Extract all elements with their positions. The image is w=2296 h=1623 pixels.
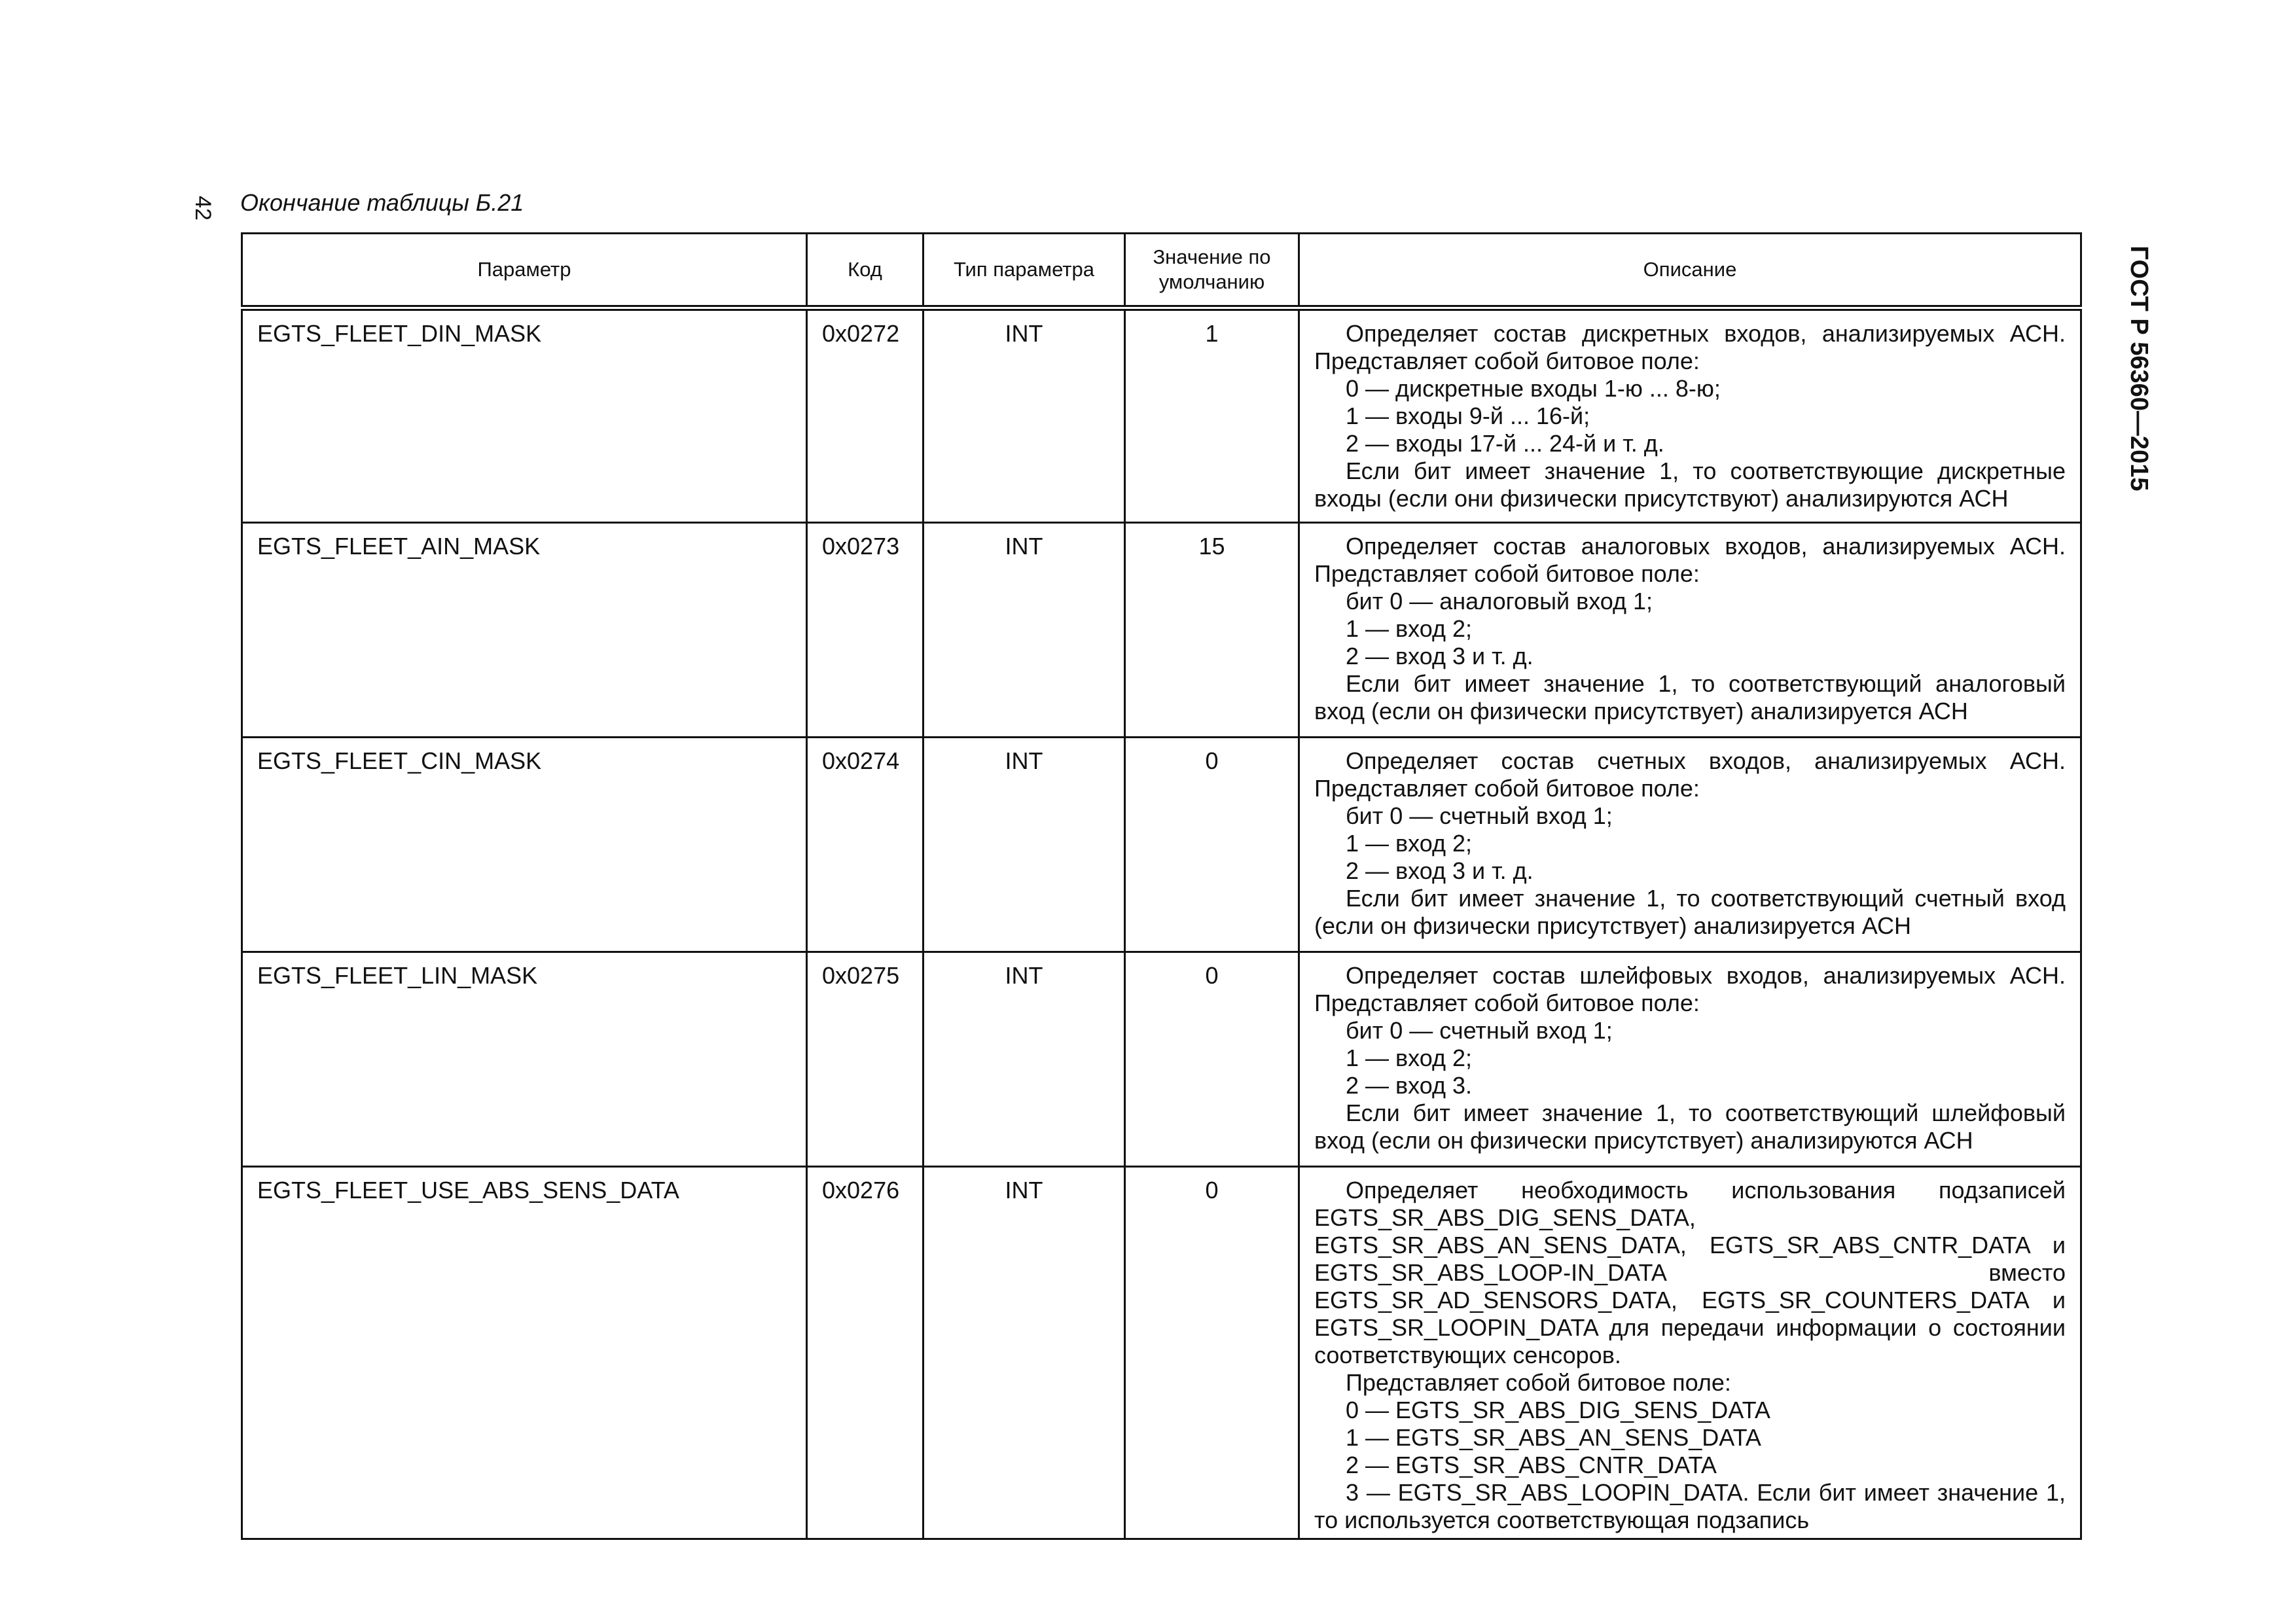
header-type: Тип параметра (924, 234, 1125, 308)
description-lead: Определяет необходимость использования подзаписей EGTS_SR_ABS_DIG_SENS_DATA, EGTS_SR_ABS_AN_SENS_DATA, EGTS_SR_ABS_CNTR_DATA и EGTS_SR_ABS_LOOP-IN_DATA вместо EGTS_SR_AD_SENSORS_DATA, EGTS_SR_COUNTERS_DATA и EGTS_SR_LOOPIN_DATA для передачи информации о состоянии соответствующих сенсоров. (1314, 1177, 2066, 1368)
cell-description (1299, 523, 2081, 738)
description-subheading: Представляет собой битовое поле: (1346, 1369, 1731, 1396)
cell-param: EGTS_FLEET_AIN_MASK (242, 523, 807, 738)
header-description: Описание (1299, 234, 2081, 308)
cell-description (1299, 1167, 2081, 1539)
description-tail: Если бит имеет значение 1, то соответствующий счетный вход (если он физически присутствует) анализируется АСН (1314, 885, 2066, 939)
description-item: бит 0 — счетный вход 1; (1346, 1017, 1613, 1044)
description-item: 1 — входы 9-й ... 16-й; (1346, 402, 1590, 429)
description-tail: 3 — EGTS_SR_ABS_LOOPIN_DATA. Если бит имеет значение 1, то используется соответствующая подзапись (1314, 1479, 2066, 1533)
header-param: Параметр (242, 234, 807, 308)
description-tail: Если бит имеет значение 1, то соответствующий шлейфовый вход (если он физически присутствует) анализируются АСН (1314, 1099, 2066, 1154)
cell-param: EGTS_FLEET_DIN_MASK (242, 308, 807, 523)
table-header-row (242, 234, 2081, 308)
cell-type: INT (924, 523, 1125, 738)
description-lead: Определяет состав счетных входов, анализируемых АСН. Представляет собой битовое поле: (1314, 747, 2066, 802)
cell-param: EGTS_FLEET_CIN_MASK (242, 738, 807, 952)
cell-default: 0 (1125, 1167, 1299, 1539)
page-number: 42 (190, 196, 215, 221)
description-item: 0 — EGTS_SR_ABS_DIG_SENS_DATA (1346, 1397, 1770, 1423)
table-row (242, 738, 2081, 952)
description-item: 2 — вход 3 и т. д. (1346, 857, 1534, 884)
cell-code: 0x0273 (807, 523, 924, 738)
cell-code: 0x0272 (807, 308, 924, 523)
table-row (242, 523, 2081, 738)
description-item: 1 — вход 2; (1346, 830, 1473, 857)
cell-param: EGTS_FLEET_USE_ABS_SENS_DATA (242, 1167, 807, 1539)
description-item: 2 — EGTS_SR_ABS_CNTR_DATA (1346, 1452, 1717, 1478)
description-item: бит 0 — счетный вход 1; (1346, 802, 1613, 829)
description-item: 2 — вход 3. (1346, 1072, 1473, 1099)
description-item: 0 — дискретные входы 1-ю ... 8-ю; (1346, 375, 1721, 402)
header-code: Код (807, 234, 924, 308)
cell-type: INT (924, 308, 1125, 523)
description-item: 1 — вход 2; (1346, 1044, 1473, 1071)
cell-description (1299, 308, 2081, 523)
table-caption: Окончание таблицы Б.21 (240, 189, 524, 216)
cell-default: 0 (1125, 738, 1299, 952)
header-default: Значение по умолчанию (1125, 234, 1299, 308)
cell-param: EGTS_FLEET_LIN_MASK (242, 952, 807, 1167)
description-lead: Определяет состав шлейфовых входов, анализируемых АСН. Представляет собой битовое поле: (1314, 962, 2066, 1016)
cell-default: 0 (1125, 952, 1299, 1167)
cell-default: 1 (1125, 308, 1299, 523)
standard-title: ГОСТ Р 56360—2015 (2125, 245, 2153, 491)
cell-description (1299, 952, 2081, 1167)
cell-code: 0x0274 (807, 738, 924, 952)
table-row (242, 1167, 2081, 1539)
description-tail: Если бит имеет значение 1, то соответствующие дискретные входы (если они физически присутствуют) анализируются АСН (1314, 457, 2066, 512)
description-tail: Если бит имеет значение 1, то соответствующий аналоговый вход (если он физически присутствует) анализируется АСН (1314, 670, 2066, 724)
description-item: бит 0 — аналоговый вход 1; (1346, 588, 1653, 615)
cell-type: INT (924, 952, 1125, 1167)
parameters-table (241, 232, 2082, 1540)
description-item: 2 — вход 3 и т. д. (1346, 643, 1534, 669)
description-item: 2 — входы 17-й ... 24-й и т. д. (1346, 430, 1664, 457)
description-lead: Определяет состав аналоговых входов, анализируемых АСН. Представляет собой битовое поле: (1314, 533, 2066, 587)
description-item: 1 — вход 2; (1346, 615, 1473, 642)
table-row (242, 952, 2081, 1167)
cell-type: INT (924, 738, 1125, 952)
description-item: 1 — EGTS_SR_ABS_AN_SENS_DATA (1346, 1424, 1761, 1451)
cell-code: 0x0276 (807, 1167, 924, 1539)
cell-default: 15 (1125, 523, 1299, 738)
description-lead: Определяет состав дискретных входов, анализируемых АСН. Представляет собой битовое поле: (1314, 320, 2066, 374)
cell-description (1299, 738, 2081, 952)
cell-type: INT (924, 1167, 1125, 1539)
cell-code: 0x0275 (807, 952, 924, 1167)
table-row (242, 308, 2081, 523)
